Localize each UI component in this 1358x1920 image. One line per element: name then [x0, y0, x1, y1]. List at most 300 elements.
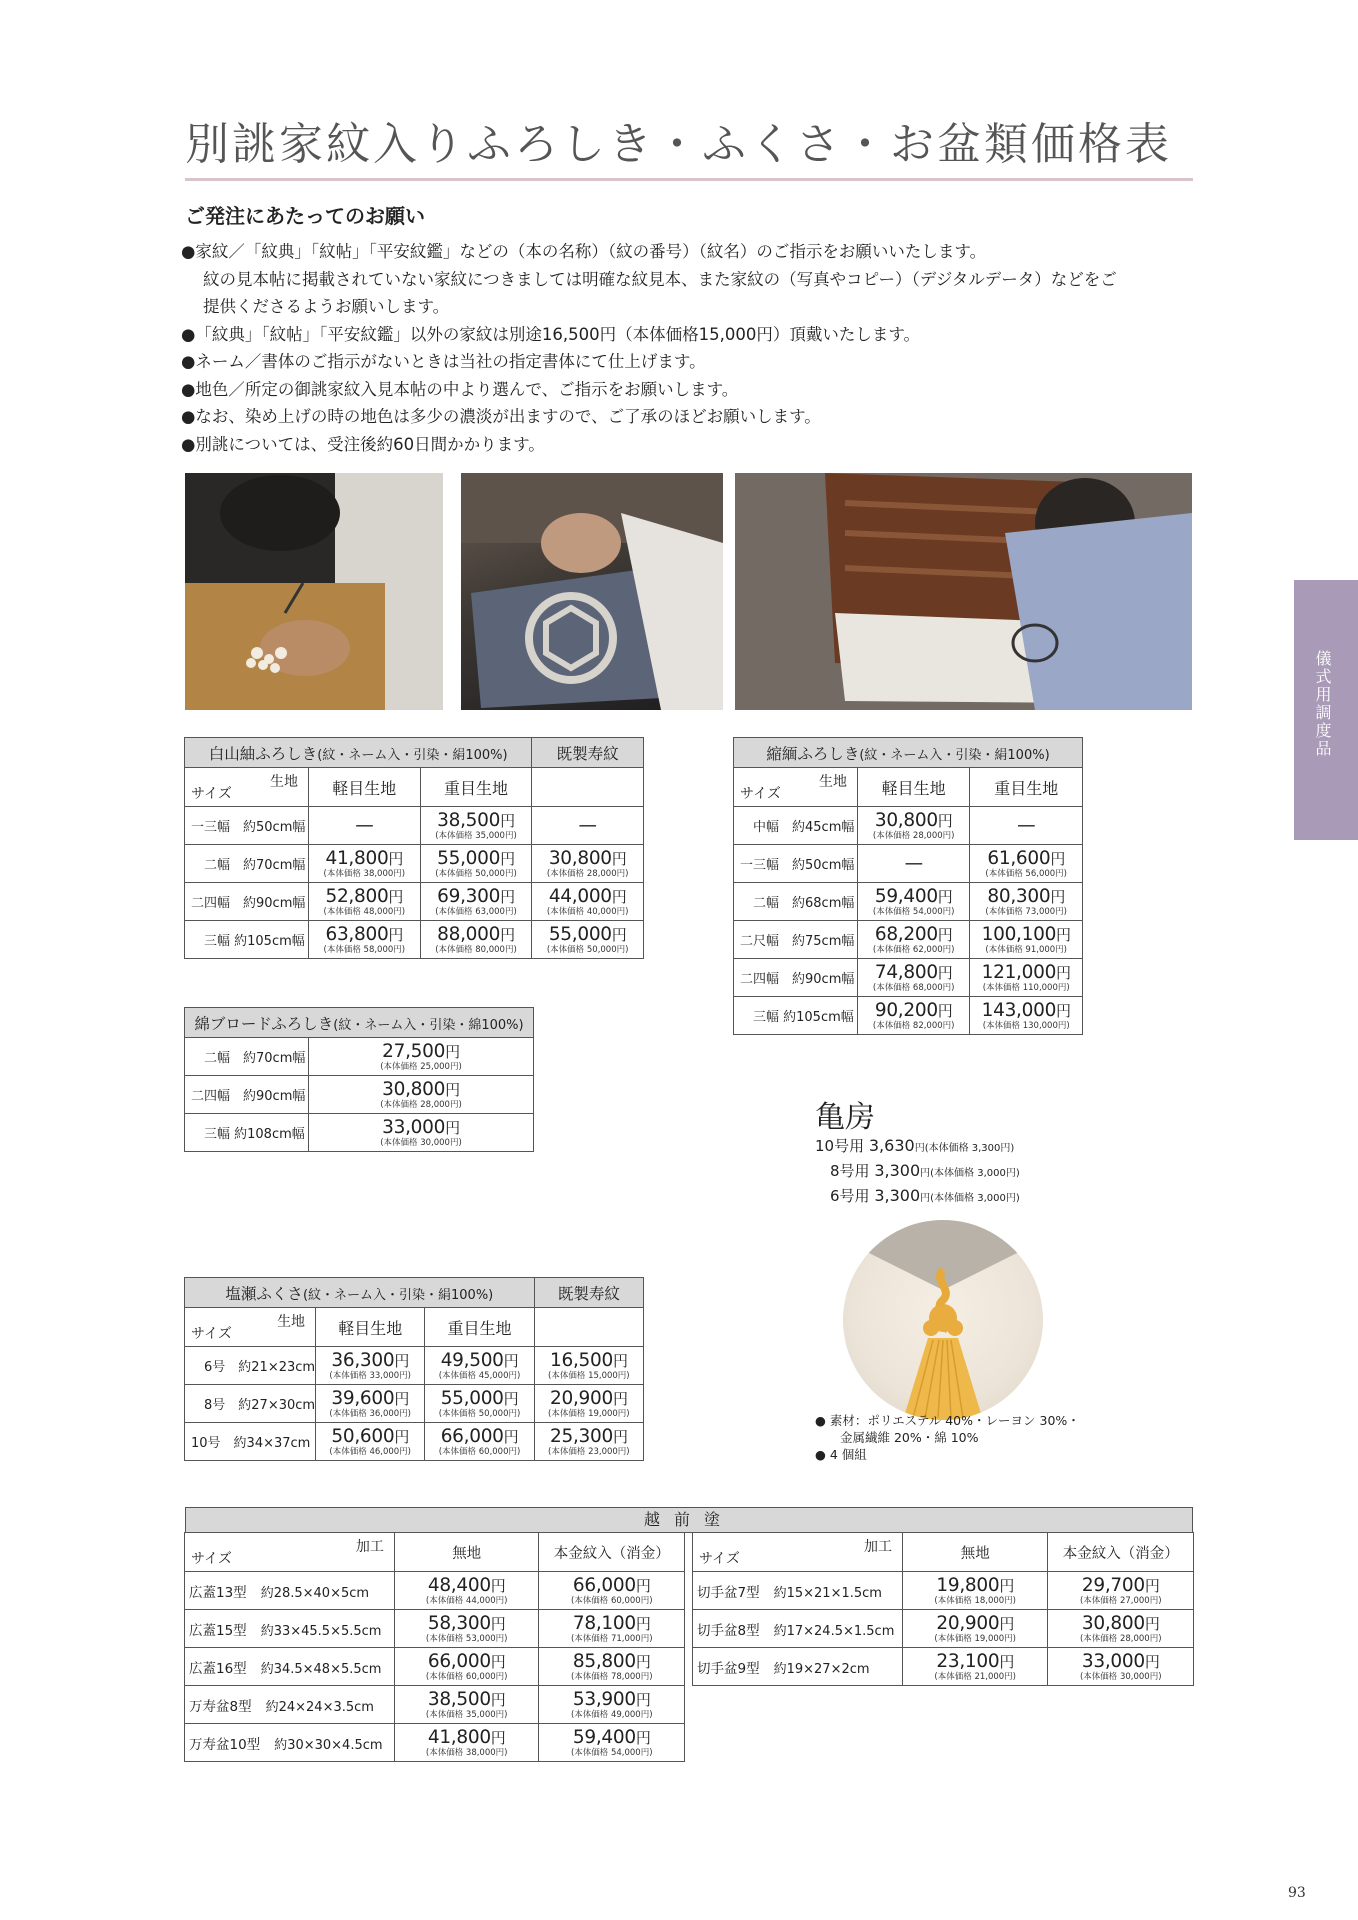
- size-label: 二四幅 約90cm幅: [185, 883, 309, 921]
- price-value: [421, 849, 532, 869]
- item-dimensions: 約34.5×48×5.5cm: [260, 1661, 382, 1677]
- price-cell: [970, 807, 1083, 845]
- size-label: 6号 約21×23cm: [185, 1347, 316, 1385]
- item-name: 万寿盆8型: [189, 1698, 252, 1715]
- photo-drawing-crest: [185, 473, 443, 710]
- corner-label: 生地: [269, 774, 298, 790]
- yen-unit: 円: [500, 925, 515, 944]
- price-cell: [857, 883, 969, 921]
- price-tax-excluded: (本体価格 49,000円): [570, 1709, 653, 1720]
- price-value: [970, 963, 1082, 983]
- yen-unit: 円: [1050, 887, 1066, 906]
- header-corner: [734, 768, 858, 807]
- kamefusa-price: 3,630: [868, 1136, 915, 1155]
- chirimen-furoshiki-table: [733, 737, 1083, 1035]
- price-tax-excluded: (本体価格 63,000円): [435, 906, 517, 917]
- price-value: [1048, 1576, 1193, 1596]
- shioze-fukusa-table: [184, 1277, 644, 1461]
- header-corner: [185, 768, 309, 807]
- price-value: [309, 887, 420, 907]
- price-tax-excluded: (本体価格 91,000円): [985, 944, 1067, 955]
- price-value: [421, 887, 532, 907]
- price-number: 52,800: [325, 885, 389, 907]
- price-cell: [902, 1572, 1048, 1610]
- yen-unit: 円: [490, 1576, 506, 1595]
- price-tax-excluded: (本体価格 130,000円): [982, 1020, 1070, 1031]
- yen-unit: 円: [500, 849, 515, 868]
- price-number: 33,000: [382, 1116, 446, 1138]
- price-number: 63,800: [325, 923, 389, 945]
- item-label: [185, 1572, 395, 1610]
- price-number: 25,300: [550, 1425, 613, 1447]
- yen-unit: 円: [920, 1168, 931, 1179]
- column-header: 無地: [902, 1533, 1048, 1572]
- price-cell: [316, 1347, 425, 1385]
- price-value: [903, 1576, 1048, 1596]
- price-number: 61,600: [987, 847, 1051, 869]
- price-cell: [970, 845, 1083, 883]
- yen-unit: 円: [490, 1728, 506, 1747]
- table-row: [734, 883, 1083, 921]
- item-name: 広蓋16型: [189, 1660, 247, 1677]
- price-number: 66,000: [572, 1574, 636, 1596]
- kamefusa-row: [815, 1135, 1020, 1160]
- yen-unit: 円: [394, 1389, 410, 1408]
- kamefusa-size: 6号用: [815, 1187, 870, 1205]
- price-number: 69,300: [437, 885, 501, 907]
- kamefusa-size: 10号用: [815, 1137, 865, 1155]
- price-tax-excluded: (本体価格 35,000円): [435, 830, 517, 841]
- corner-label: サイズ: [191, 786, 232, 802]
- corner-label: 生地: [277, 1314, 306, 1330]
- yen-unit: 円: [490, 1652, 506, 1671]
- price-tax-excluded: (本体価格 60,000円): [425, 1671, 508, 1682]
- price-tax-excluded: (本体価格 15,000円): [548, 1370, 630, 1381]
- table-row: [185, 883, 644, 921]
- yen-unit: 円: [500, 887, 515, 906]
- size-label: 二幅 約68cm幅: [734, 883, 858, 921]
- price-value: [858, 925, 969, 945]
- size-label: 二尺幅 約75cm幅: [734, 921, 858, 959]
- price-number: 41,800: [325, 847, 389, 869]
- price-tax-excluded: (本体価格 28,000円): [872, 830, 955, 841]
- price-cell: [539, 1686, 685, 1724]
- price-number: 55,000: [437, 847, 501, 869]
- item-name: 切手盆7型: [697, 1584, 760, 1601]
- price-value: [421, 925, 532, 945]
- price-cell: [1048, 1610, 1194, 1648]
- item-label: [185, 1648, 395, 1686]
- price-number: 30,800: [1081, 1612, 1145, 1634]
- price-cell: [308, 1076, 533, 1114]
- price-number: 58,300: [427, 1612, 491, 1634]
- price-value: [539, 1690, 684, 1710]
- yen-unit: 円: [937, 925, 953, 944]
- price-number: 16,500: [550, 1349, 613, 1371]
- yen-unit: 円: [999, 1652, 1015, 1671]
- yen-unit: 円: [394, 1351, 410, 1370]
- price-tax-excluded: (本体価格 53,000円): [425, 1633, 508, 1644]
- price-cell: [316, 1423, 425, 1461]
- yen-unit: 円: [611, 849, 627, 868]
- price-cell: [394, 1610, 539, 1648]
- table-row: [185, 845, 644, 883]
- price-value: [970, 849, 1082, 869]
- echizen-title: 越前塗: [185, 1507, 1193, 1533]
- yen-unit: 円: [937, 963, 953, 982]
- price-number: 38,500: [437, 809, 501, 831]
- item-label: [693, 1610, 903, 1648]
- price-tax-excluded: (本体価格 19,000円): [548, 1408, 630, 1419]
- column-header: 本金紋入（消金）: [1048, 1533, 1194, 1572]
- price-cell: [420, 807, 532, 845]
- title-divider: [185, 178, 1193, 181]
- price-cell: [539, 1648, 685, 1686]
- yen-unit: 円: [500, 811, 515, 830]
- price-cell: [970, 883, 1083, 921]
- price-tax-excluded: (本体価格 38,000円): [323, 868, 406, 879]
- price-value: [532, 887, 643, 907]
- header-corner: [185, 1308, 316, 1347]
- yen-unit: 円: [503, 1351, 519, 1370]
- yen-unit: 円: [611, 887, 627, 906]
- price-number: 80,300: [987, 885, 1051, 907]
- price-tax-excluded: (本体価格 45,000円): [438, 1370, 521, 1381]
- price-tax-excluded: (本体価格 18,000円): [934, 1595, 1016, 1606]
- price-number: 55,000: [548, 923, 612, 945]
- price-cell: [308, 807, 420, 845]
- price-number: 27,500: [382, 1040, 446, 1062]
- table-row: [734, 997, 1083, 1035]
- price-tax-excluded: (本体価格 46,000円): [329, 1446, 411, 1457]
- price-cell: [532, 883, 644, 921]
- corner-label: サイズ: [699, 1551, 740, 1567]
- price-cell: [857, 997, 969, 1035]
- price-value: [309, 1042, 533, 1062]
- price-number: 53,900: [572, 1688, 636, 1710]
- price-value: [316, 1427, 424, 1447]
- price-cell: [420, 845, 532, 883]
- yen-unit: 円: [1050, 849, 1066, 868]
- price-number: 44,000: [548, 885, 612, 907]
- column-header: 無地: [394, 1533, 539, 1572]
- price-value: [1048, 1652, 1193, 1672]
- item-dimensions: 約19×27×2cm: [773, 1661, 870, 1677]
- price-number: 50,600: [331, 1425, 395, 1447]
- table-title-text: 白山紬ふろしき: [208, 744, 318, 763]
- price-tax-excluded: (本体価格 44,000円): [425, 1595, 508, 1606]
- price-tax-excluded: (本体価格 30,000円): [380, 1137, 462, 1148]
- price-value: [970, 887, 1082, 907]
- price-tax-excluded: (本体価格 54,000円): [872, 906, 955, 917]
- yen-unit: 円: [490, 1614, 506, 1633]
- size-label: 一三幅 約50cm幅: [734, 845, 858, 883]
- price-tax-excluded: (本体価格 21,000円): [934, 1671, 1016, 1682]
- price-number: 38,500: [427, 1688, 491, 1710]
- material-line: ● 4 個組: [815, 1447, 867, 1462]
- price-tax-excluded: (本体価格 60,000円): [570, 1595, 653, 1606]
- price-value: [425, 1427, 533, 1447]
- yen-unit: 円: [445, 1118, 460, 1137]
- price-tax-excluded: (本体価格 25,000円): [380, 1061, 462, 1072]
- notice-line: ●ネーム／書体のご指示がないときは当社の指定書体にて仕上げます。: [181, 352, 706, 371]
- item-dimensions: 約15×21×1.5cm: [773, 1585, 882, 1601]
- table-row: [185, 807, 644, 845]
- price-value: [539, 1652, 684, 1672]
- price-number: 20,900: [936, 1612, 1000, 1634]
- table-row: [185, 1114, 534, 1152]
- price-number: 121,000: [981, 961, 1057, 983]
- size-label: 10号 約34×37cm: [185, 1423, 316, 1461]
- kamefusa-row: [815, 1160, 1020, 1185]
- yen-unit: 円: [388, 849, 404, 868]
- item-label: [693, 1572, 903, 1610]
- yen-unit: 円: [914, 1143, 925, 1154]
- yen-unit: 円: [445, 1080, 460, 1099]
- column-header: 本金紋入（消金）: [539, 1533, 685, 1572]
- size-label: 一三幅 約50cm幅: [185, 807, 309, 845]
- price-cell: [425, 1423, 534, 1461]
- price-tax-excluded: (本体価格 48,000円): [323, 906, 406, 917]
- notice-line: 提供くださるようお願いします。: [203, 297, 450, 316]
- notice-line: ●「紋典」「紋帖」「平安紋鑑」以外の家紋は別途16,500円（本体価格15,000円）頂戴いたします。: [181, 324, 921, 344]
- price-cell: [970, 997, 1083, 1035]
- price-value: [309, 1118, 533, 1138]
- yen-unit: 円: [490, 1690, 506, 1709]
- price-value: [858, 1001, 969, 1021]
- price-number: 100,100: [981, 923, 1057, 945]
- header-corner: [693, 1533, 903, 1572]
- yen-unit: 円: [635, 1690, 651, 1709]
- price-value: —: [355, 815, 374, 836]
- price-cell: [1048, 1648, 1194, 1686]
- price-tax-excluded: (本体価格 110,000円): [982, 982, 1070, 993]
- yen-unit: 円: [611, 925, 627, 944]
- price-number: 55,000: [440, 1387, 504, 1409]
- table-row: [734, 845, 1083, 883]
- table-title-note: (紋・ネーム入・引染・綿100%): [333, 1017, 524, 1033]
- price-number: 49,500: [440, 1349, 504, 1371]
- price-value: —: [578, 815, 597, 836]
- item-name: 切手盆9型: [697, 1660, 760, 1677]
- price-tax-excluded: (本体価格 68,000円): [872, 982, 955, 993]
- table-row: [185, 1385, 644, 1423]
- price-number: 39,600: [331, 1387, 395, 1409]
- price-tax-excluded: (本体価格 82,000円): [872, 1020, 955, 1031]
- yen-unit: 円: [1144, 1576, 1160, 1595]
- price-tax-excluded: (本体価格 58,000円): [323, 944, 406, 955]
- yen-unit: 円: [635, 1728, 651, 1747]
- price-value: [309, 925, 420, 945]
- price-value: [539, 1614, 684, 1634]
- yen-unit: 円: [612, 1427, 628, 1446]
- price-number: 33,000: [1081, 1650, 1145, 1672]
- price-cell: [857, 921, 969, 959]
- table-row: [185, 921, 644, 959]
- price-cell: [1048, 1572, 1194, 1610]
- yen-unit: 円: [1144, 1652, 1160, 1671]
- price-tax-excluded: (本体価格 40,000円): [546, 906, 629, 917]
- price-cell: [539, 1724, 685, 1762]
- price-cell: [534, 1423, 643, 1461]
- price-value: [970, 1001, 1082, 1021]
- price-tax-excluded: (本体価格 23,000円): [548, 1446, 630, 1457]
- price-value: [535, 1389, 643, 1409]
- table-title: [185, 1278, 535, 1308]
- column-header: 既製寿紋: [532, 738, 644, 768]
- price-value: [535, 1427, 643, 1447]
- yen-unit: 円: [1144, 1614, 1160, 1633]
- price-number: 59,400: [874, 885, 938, 907]
- price-value: [903, 1652, 1048, 1672]
- item-name: 広蓋13型: [189, 1584, 247, 1601]
- price-value: [425, 1389, 533, 1409]
- echizen-right-table: [692, 1532, 1194, 1686]
- price-number: 30,800: [382, 1078, 446, 1100]
- yen-unit: 円: [388, 887, 404, 906]
- table-title-text: 塩瀬ふくさ: [225, 1284, 303, 1303]
- price-number: 23,100: [936, 1650, 1000, 1672]
- column-header: 軽目生地: [857, 768, 969, 807]
- price-tax-excluded: (本体価格 28,000円): [546, 868, 629, 879]
- yen-unit: 円: [920, 1193, 931, 1204]
- price-tax-excluded: (本体価格 54,000円): [570, 1747, 653, 1758]
- price-value: [539, 1576, 684, 1596]
- price-tax-excluded: (本体価格 78,000円): [570, 1671, 653, 1682]
- price-value: [309, 1080, 533, 1100]
- price-value: [532, 849, 643, 869]
- corner-label: サイズ: [740, 786, 781, 802]
- item-dimensions: 約30×30×4.5cm: [274, 1737, 383, 1753]
- yen-unit: 円: [937, 811, 953, 830]
- yen-unit: 円: [937, 887, 953, 906]
- yen-unit: 円: [937, 1001, 953, 1020]
- price-number: 85,800: [572, 1650, 636, 1672]
- yen-unit: 円: [1056, 963, 1071, 982]
- price-value: [316, 1389, 424, 1409]
- table-row: [693, 1572, 1194, 1610]
- price-number: 88,000: [437, 923, 501, 945]
- price-value: [858, 963, 969, 983]
- size-label: 三幅 約108cm幅: [185, 1114, 309, 1152]
- item-dimensions: 約24×24×3.5cm: [265, 1699, 374, 1715]
- kamefusa-tax-excluded: (本体価格 3,300円): [924, 1143, 1015, 1154]
- kamefusa-tax-excluded: (本体価格 3,000円): [930, 1168, 1020, 1179]
- price-tax-excluded: (本体価格 36,000円): [329, 1408, 411, 1419]
- price-number: 74,800: [874, 961, 938, 983]
- price-value: [858, 811, 969, 831]
- size-label: 8号 約27×30cm: [185, 1385, 316, 1423]
- table-title-note: (紋・ネーム入・引染・絹100%): [302, 1287, 494, 1303]
- price-number: 143,000: [981, 999, 1057, 1021]
- price-value: [539, 1728, 684, 1748]
- price-cell: [308, 1114, 533, 1152]
- yen-unit: 円: [635, 1652, 651, 1671]
- price-tax-excluded: (本体価格 27,000円): [1079, 1595, 1162, 1606]
- size-label: 二幅 約70cm幅: [185, 845, 309, 883]
- table-title-note: (紋・ネーム入・引染・絹100%): [859, 747, 1050, 763]
- price-number: 48,400: [427, 1574, 491, 1596]
- notice-line: ●地色／所定の御誂家紋入見本帖の中より選んで、ご指示をお願いします。: [181, 379, 739, 399]
- price-cell: [539, 1572, 685, 1610]
- notice-heading: ご発注にあたってのお願い: [185, 204, 425, 228]
- price-tax-excluded: (本体価格 38,000円): [425, 1747, 508, 1758]
- kamefusa-row: [815, 1185, 1020, 1210]
- column-header: 軽目生地: [308, 768, 420, 807]
- page-number: 93: [1288, 1885, 1306, 1901]
- column-header: 重目生地: [425, 1308, 534, 1347]
- price-cell: [316, 1385, 425, 1423]
- price-value: [395, 1690, 539, 1710]
- price-tax-excluded: (本体価格 50,000円): [435, 868, 517, 879]
- column-header: 重目生地: [970, 768, 1083, 807]
- column-header: 既製寿紋: [534, 1278, 643, 1308]
- item-label: [185, 1610, 395, 1648]
- material-note: [815, 1412, 1080, 1463]
- kamefusa-title: 亀房: [815, 1100, 875, 1135]
- material-line: 金属繊維 20%・綿 10%: [815, 1430, 979, 1445]
- size-label: 二幅 約70cm幅: [185, 1038, 309, 1076]
- price-tax-excluded: (本体価格 28,000円): [1079, 1633, 1162, 1644]
- side-tab-label: 儀式用調度品: [1313, 650, 1332, 758]
- size-label: 中幅 約45cm幅: [734, 807, 858, 845]
- price-number: 78,100: [572, 1612, 636, 1634]
- header-corner: [185, 1533, 395, 1572]
- notice-line: 紋の見本帖に掲載されていない家紋につきましては明確な紋見本、また家紋の（写真やコピー）（デジタルデータ）などをご: [203, 269, 1117, 289]
- price-number: 66,000: [427, 1650, 491, 1672]
- price-cell: [394, 1648, 539, 1686]
- price-cell: [420, 921, 532, 959]
- price-value: —: [1017, 815, 1036, 836]
- photo-stencil-dyeing: [461, 473, 723, 710]
- table-title: [734, 738, 1083, 768]
- table-row: [185, 1572, 685, 1610]
- price-cell: [425, 1385, 534, 1423]
- price-value: [395, 1614, 539, 1634]
- yen-unit: 円: [394, 1427, 410, 1446]
- size-label: 三幅 約105cm幅: [185, 921, 309, 959]
- table-row: [185, 1347, 644, 1385]
- yen-unit: 円: [635, 1614, 651, 1633]
- price-value: [316, 1351, 424, 1371]
- price-number: 41,800: [427, 1726, 491, 1748]
- price-tax-excluded: (本体価格 50,000円): [438, 1408, 521, 1419]
- price-tax-excluded: (本体価格 56,000円): [985, 868, 1067, 879]
- notice-list: [181, 238, 1201, 458]
- price-cell: [902, 1610, 1048, 1648]
- price-tax-excluded: (本体価格 50,000円): [546, 944, 629, 955]
- price-number: 29,700: [1081, 1574, 1145, 1596]
- price-tax-excluded: (本体価格 71,000円): [570, 1633, 653, 1644]
- yen-unit: 円: [503, 1389, 519, 1408]
- corner-label: 加工: [355, 1539, 384, 1555]
- yen-unit: 円: [999, 1576, 1015, 1595]
- price-cell: [534, 1385, 643, 1423]
- price-cell: [539, 1610, 685, 1648]
- price-value: [309, 849, 420, 869]
- kamefusa-price: 3,300: [874, 1186, 921, 1205]
- price-number: 30,800: [548, 847, 612, 869]
- yen-unit: 円: [999, 1614, 1015, 1633]
- price-cell: [420, 883, 532, 921]
- shiyama-furoshiki-table: [184, 737, 644, 959]
- price-tax-excluded: (本体価格 73,000円): [985, 906, 1067, 917]
- price-cell: [394, 1686, 539, 1724]
- table-title-note: (紋・ネーム入・引染・絹100%): [317, 747, 508, 763]
- price-cell: [970, 959, 1083, 997]
- size-label: 三幅 約105cm幅: [734, 997, 858, 1035]
- corner-label: サイズ: [191, 1326, 232, 1342]
